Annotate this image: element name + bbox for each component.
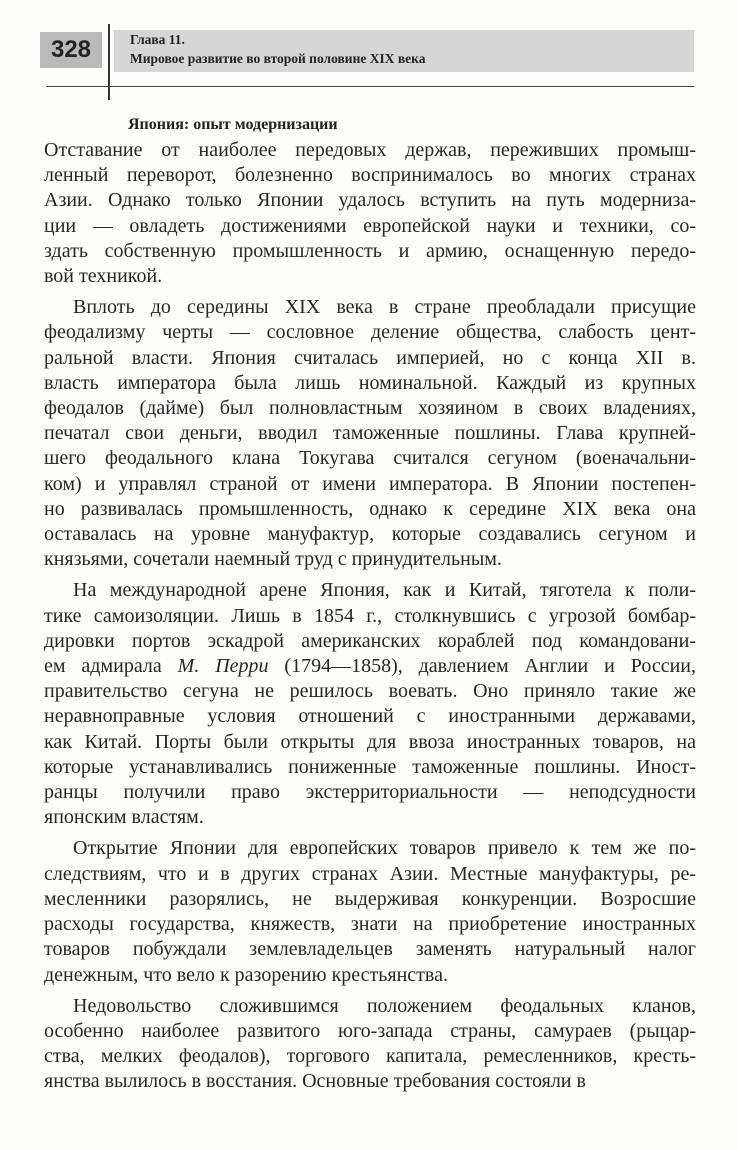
text-line: феодализму черты — сословное деление общества, слабость цент- [44, 321, 696, 344]
text-line: которые устанавливались пониженные таможенные пошлины. Иност- [44, 755, 696, 778]
text-line: ком) и управлял страной от имени императора. В Японии постепен- [44, 472, 696, 495]
text-line: ции — овладеть достижениями европейской науки и техники, со- [44, 214, 696, 237]
text-line: ранцы получили право экстерриториальности — неподсудности [44, 781, 696, 804]
text-line: как Китай. Порты были открыты для ввоза иностранных товаров, на [44, 730, 696, 753]
text-line: месленники разорялись, не выдерживая конкуренции. Возросшие [44, 887, 696, 910]
text-line: Недовольство сложившимся положением феодальных кланов, [73, 994, 696, 1017]
text-line: ральной власти. Япония считалась империей, но с конца XII в. [44, 346, 696, 369]
header-vertical-rule [108, 24, 110, 100]
text-line: Вплоть до середины XIX века в стране преобладали присущие [73, 296, 696, 319]
text-line: японским властям. [44, 806, 204, 829]
body-text [44, 138, 696, 1095]
paragraph [44, 836, 696, 987]
text-line: здать собственную промышленность и армию, оснащенную передо- [44, 239, 696, 262]
text-line: ленный переворот, болезненно воспринималось во многих странах [44, 164, 696, 187]
chapter-title: Мировое развитие во второй половине XIX века [130, 51, 426, 66]
text-line: тике самоизоляции. Лишь в 1854 г., столкнувшись с угрозой бомбар- [44, 604, 696, 627]
text-line: расходы государства, княжеств, знати на приобретение иностранных [44, 913, 696, 936]
text-line: оставалась на уровне мануфактур, которые создавались сегуном и [44, 523, 696, 546]
paragraph [44, 295, 696, 572]
paragraph [44, 994, 696, 1095]
text-line: печатал свои деньги, вводил таможенные пошлины. Глава крупней- [44, 422, 696, 445]
page-number: 328 [50, 36, 92, 63]
text-line: янства вылилось в восстания. Основные требования состояли в [44, 1070, 586, 1093]
text-line: следствиям, что и в других странах Азии. Местные мануфактуры, ре- [44, 862, 696, 885]
text-line: Отставание от наиболее передовых держав, переживших промыш- [44, 139, 696, 161]
text-line: На международной арене Япония, как и Китай, тяготела к поли- [73, 579, 696, 602]
text-line: денежным, что вело к разорению крестьянства. [44, 963, 448, 986]
text-line: феодалов (дайме) был полновластным хозяином в своих владениях, [44, 397, 696, 420]
chapter-label: Глава 11. [130, 32, 185, 47]
text-line: правительство сегуна не решилось воевать. Оно приняло такие же [44, 680, 696, 703]
text-line: товаров побуждали землевладельцев заменять натуральный налог [44, 938, 696, 961]
text-line: князьями, сочетали наемный труд с принудительным. [44, 548, 502, 571]
text-line: шего феодального клана Токугава считался сегуном (военачальни- [44, 447, 696, 470]
header-divider [46, 86, 694, 87]
text-line: но развивалась промышленность, однако к середине XIX века она [44, 497, 696, 520]
text-line: Открытие Японии для европейских товаров привело к тем же по- [73, 837, 696, 860]
text-line: дировки портов эскадрой американских кораблей под командовани- [44, 629, 696, 652]
text-line: особенно наиболее развитого юго-запада страны, самураев (рыцар- [44, 1019, 696, 1042]
text-line: ем адмирала M. Перри (1794—1858), давлением Англии и России, [44, 655, 697, 678]
section-heading: Япония: опыт модернизации [128, 116, 338, 133]
page-number-box [40, 32, 102, 68]
paragraph [44, 138, 696, 289]
text-line: неравноправные условия отношений с иностранными державами, [44, 705, 696, 728]
text-line: Азии. Однако только Японии удалось вступить на путь модерниза- [44, 189, 696, 212]
text-line: вой техникой. [44, 265, 163, 288]
text-line: власть императора была лишь номинальной. Каждый из крупных [44, 371, 696, 394]
paragraph [44, 578, 696, 830]
text-line: ства, мелких феодалов), торгового капитала, ремесленников, кресть- [44, 1045, 696, 1068]
